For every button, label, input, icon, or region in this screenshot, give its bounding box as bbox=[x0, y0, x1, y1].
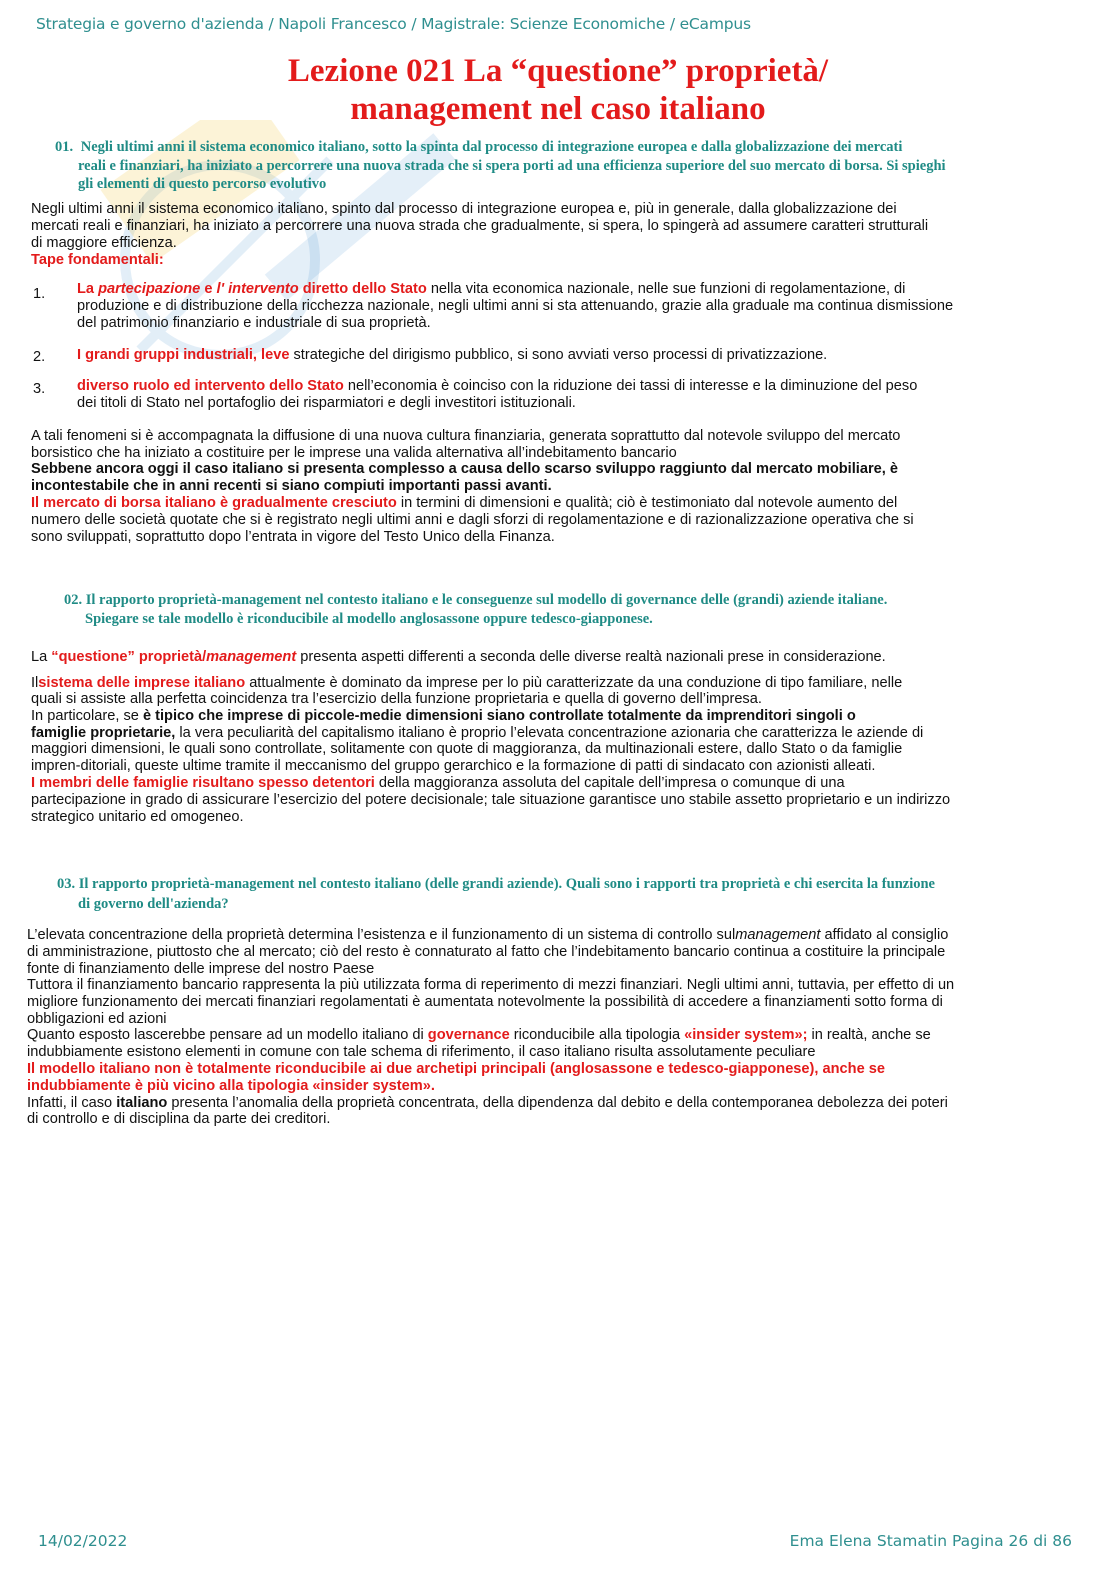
footer-date: 14/02/2022 bbox=[38, 1532, 128, 1550]
q3-text: riconducibile alla tipologia bbox=[509, 1027, 685, 1043]
item1-line3: del patrimonio finanziario e industriale di sua proprietà. bbox=[77, 315, 431, 331]
q2-heading-line1: 02. Il rapporto proprietà-management nel contesto italiano e le conseguenze sul modello di governance delle (grandi) aziende italiane. bbox=[64, 592, 888, 608]
q2-s2-line4 bbox=[31, 725, 923, 742]
q3-heading-line1: 03. Il rapporto proprietà-management nel contesto italiano (delle grandi aziende). Quali sono i rapporti tra proprietà e chi esercita la funzione bbox=[57, 876, 935, 892]
p2-line5 bbox=[31, 495, 897, 512]
q2-s2-text: I membri delle famiglie risultano spesso detentori bbox=[31, 775, 375, 791]
q2-s2-text: attualmente è dominato da imprese per lo più caratterizzate da una conduzione di tipo familiare, nelle bbox=[245, 675, 903, 691]
p2-line3: Sebbene ancora oggi il caso italiano si presenta complesso a causa dello scarso sviluppo raggiunto dal mercato mobiliare, è bbox=[31, 461, 898, 477]
q2-s1 bbox=[31, 649, 886, 666]
q2-s1-text: “questione” proprietà/ bbox=[51, 649, 207, 665]
q3-text: «insider system»; bbox=[684, 1027, 808, 1043]
q3-text: presenta l’anomalia della proprietà concentrata, della dipendenza dal debito e della contemporanea debolezza dei poteri bbox=[167, 1095, 948, 1111]
item1-text: diretto dello Stato bbox=[298, 281, 427, 297]
q2-s2-line3 bbox=[31, 708, 856, 725]
item3-line2: dei titoli di Stato nel portafoglio dei risparmiatori e degli investitori istituzionali. bbox=[77, 395, 576, 411]
q2-heading-line2: Spiegare se tale modello è riconducibile al modello anglosassone oppure tedesco-giapponese. bbox=[85, 611, 653, 627]
q3-line3: fonte di finanziamento delle imprese del nostro Paese bbox=[27, 961, 375, 977]
q3-line5: migliore funzionamento dei mercati finanziari regolamentati è aumentata notevolmente la possibilità di accedere a finanziamenti sotto forma di bbox=[27, 994, 943, 1010]
q2-s2-line2: quali si assiste alla perfetta coincidenza tra l’esercizio della funzione proprietaria e quella di governo dell’impresa. bbox=[31, 691, 762, 707]
p2-line5-highlight: Il mercato di borsa italiano è gradualmente cresciuto bbox=[31, 495, 397, 511]
item1-text: La bbox=[77, 281, 99, 297]
q1-heading-line3: gli elementi di questo percorso evolutivo bbox=[78, 176, 327, 192]
q1-intro-line1: Negli ultimi anni il sistema economico italiano, spinto dal processo di integrazione europea e, più in generale, dalla globalizzazione dei bbox=[31, 201, 897, 217]
q3-text: L’elevata concentrazione della proprietà determina l’esistenza e il funzionamento di un sistema di controllo sul bbox=[27, 927, 736, 943]
item2-text: I grandi gruppi industriali, leve bbox=[77, 347, 290, 363]
item3-text: diverso ruolo ed intervento dello Stato bbox=[77, 378, 344, 394]
tape-label: Tape fondamentali: bbox=[31, 252, 164, 268]
p2-line6: numero delle società quotate che si è registrato negli ultimi anni e dagli sforzi di regolamentazione e di razionalizzazione operativa che si bbox=[31, 512, 914, 528]
item1-text: e bbox=[200, 281, 217, 297]
q3-text: Quanto esposto lascerebbe pensare ad un modello italiano di bbox=[27, 1027, 428, 1043]
p2-line1: A tali fenomeni si è accompagnata la diffusione di una nuova cultura finanziaria, generata soprattutto dal notevole sviluppo del mercato bbox=[31, 428, 901, 444]
q1-number: 01. bbox=[55, 139, 74, 155]
q2-s2-text: famiglie proprietarie, bbox=[31, 725, 176, 741]
q2-s1-text: management bbox=[206, 649, 297, 665]
p2-line4: incontestabile che in anni recenti si siano compiuti importanti passi avanti. bbox=[31, 478, 552, 494]
q1-intro-line2: mercati reali e finanziari, ha iniziato a percorrere una nuova strada che gradualmente, si spera, lo spingerà ad assumere caratteri strutturali bbox=[31, 218, 929, 234]
item1-text: partecipazione bbox=[98, 281, 201, 297]
q3-line10: indubbiamente è più vicino alla tipologia «insider system». bbox=[27, 1078, 435, 1094]
q3-line12: di controllo e di disciplina da parte dei creditori. bbox=[27, 1111, 331, 1127]
q2-s2-line9: strategico unitario ed omogeneo. bbox=[31, 809, 244, 825]
q3-line11 bbox=[27, 1095, 948, 1112]
q3-heading-line2: di governo dell'azienda? bbox=[78, 896, 229, 912]
q3-line9: Il modello italiano non è totalmente riconducibile ai due archetipi principali (anglosassone e tedesco-giapponese), anche se bbox=[27, 1061, 885, 1077]
q1-heading bbox=[55, 138, 902, 156]
q3-text: in realtà, anche se bbox=[807, 1027, 931, 1043]
list-number: 3. bbox=[33, 381, 46, 397]
q3-text: affidato al consiglio bbox=[820, 927, 949, 943]
q2-s2-text: Il bbox=[31, 675, 39, 691]
list-number: 1. bbox=[33, 286, 46, 302]
lesson-title-line1: Lezione 021 La “questione” proprietà/ bbox=[287, 53, 829, 89]
q3-text: governance bbox=[427, 1027, 510, 1043]
q2-s2-text: In particolare, se bbox=[31, 708, 143, 724]
list-number: 2. bbox=[33, 349, 46, 365]
q3-line1 bbox=[27, 927, 948, 944]
item1-text: l' intervento bbox=[216, 281, 299, 297]
item1-line2: produzione e di distribuzione della ricchezza nazionale, negli ultimi anni si sta attenuando, grazie alla graduale ma continua dismissione bbox=[77, 298, 954, 314]
q3-line8: indubbiamente esistono elementi in comune con tale schema di riferimento, il caso italiano risulta assolutamente peculiare bbox=[27, 1044, 816, 1060]
item3-text: nell’economia è coinciso con la riduzione dei tassi di interesse e la diminuzione del peso bbox=[343, 378, 918, 394]
q2-s2-line1 bbox=[31, 675, 902, 692]
q2-s2-text: è tipico che imprese di piccole-medie dimensioni siano controllate totalmente da imprenditori singoli o bbox=[142, 708, 856, 724]
q2-s2-line5: maggiori dimensioni, le quali sono controllate, solitamente con quote di maggioranza, da multinazionali estere, dallo Stato o da famiglie bbox=[31, 741, 903, 757]
q3-line2: di amministrazione, piuttosto che al mercato; ciò del resto è connaturato al fatto che l’indebitamento bancario continua a costituire la principale bbox=[27, 944, 946, 960]
q3-text: italiano bbox=[116, 1095, 168, 1111]
q2-s2-text: la vera peculiarità del capitalismo italiano è proprio l’elevata concentrazione azionaria che caratterizza le aziende di bbox=[175, 725, 924, 741]
q2-s2-text: della maggioranza assoluta del capitale dell’impresa o comunque di una bbox=[374, 775, 845, 791]
q2-s2-text: sistema delle imprese italiano bbox=[38, 675, 246, 691]
q3-text: management bbox=[735, 927, 821, 943]
q1-heading-line2: reali e finanziari, ha iniziato a percorrere una nuova strada che si spera porti ad una efficienza superiore del suo mercato di borsa. Si spieghi bbox=[78, 158, 946, 174]
q3-line4: Tuttora il finanziamento bancario rappresenta la più utilizzata forma di reperimento di mezzi finanziari. Negli ultimi anni, tuttavia, per effetto di un bbox=[27, 977, 955, 993]
item2-text: strategiche del dirigismo pubblico, si sono avviati verso processi di privatizzazione. bbox=[289, 347, 828, 363]
running-header: Strategia e governo d'azienda / Napoli Francesco / Magistrale: Scienze Economiche / eCampus bbox=[36, 15, 751, 33]
p2-line7: sono sviluppati, soprattutto dopo l’entrata in vigore del Testo Unico della Finanza. bbox=[31, 529, 555, 545]
lesson-title-line2: management nel caso italiano bbox=[350, 91, 766, 127]
item1-text: nella vita economica nazionale, nelle sue funzioni di regolamentazione, di bbox=[426, 281, 906, 297]
q1-intro-line3: di maggiore efficienza. bbox=[31, 235, 177, 251]
footer-page-info: Ema Elena Stamatin Pagina 26 di 86 bbox=[789, 1532, 1072, 1550]
q3-line7 bbox=[27, 1027, 931, 1044]
p2-line2: borsistico che ha iniziato a costituire per le imprese una valida alternativa all’indebitamento bancario bbox=[31, 445, 677, 461]
q2-s1-text: La bbox=[31, 649, 52, 665]
q2-s1-text: presenta aspetti differenti a seconda delle diverse realtà nazionali prese in considerazione. bbox=[296, 649, 886, 665]
q3-text: Infatti, il caso bbox=[27, 1095, 117, 1111]
q1-heading-line1: Negli ultimi anni il sistema economico italiano, sotto la spinta dal processo di integrazione europea e dalla globalizzazione dei mercati bbox=[80, 139, 903, 155]
q2-s2-line8: partecipazione in grado di assicurare l’esercizio del potere decisionale; tale situazione garantisce uno stabile assetto proprietario e un indirizzo bbox=[31, 792, 951, 808]
q2-s2-line7 bbox=[31, 775, 845, 792]
p2-line5-text: in termini di dimensioni e qualità; ciò è testimoniato dal notevole aumento del bbox=[396, 495, 898, 511]
q2-s2-line6: impren-ditoriali, queste ultime tramite il meccanismo del gruppo gerarchico e la formazione di patti di sindacato con azionisti alleati. bbox=[31, 758, 876, 774]
q3-line6: obbligazioni ed azioni bbox=[27, 1011, 167, 1027]
